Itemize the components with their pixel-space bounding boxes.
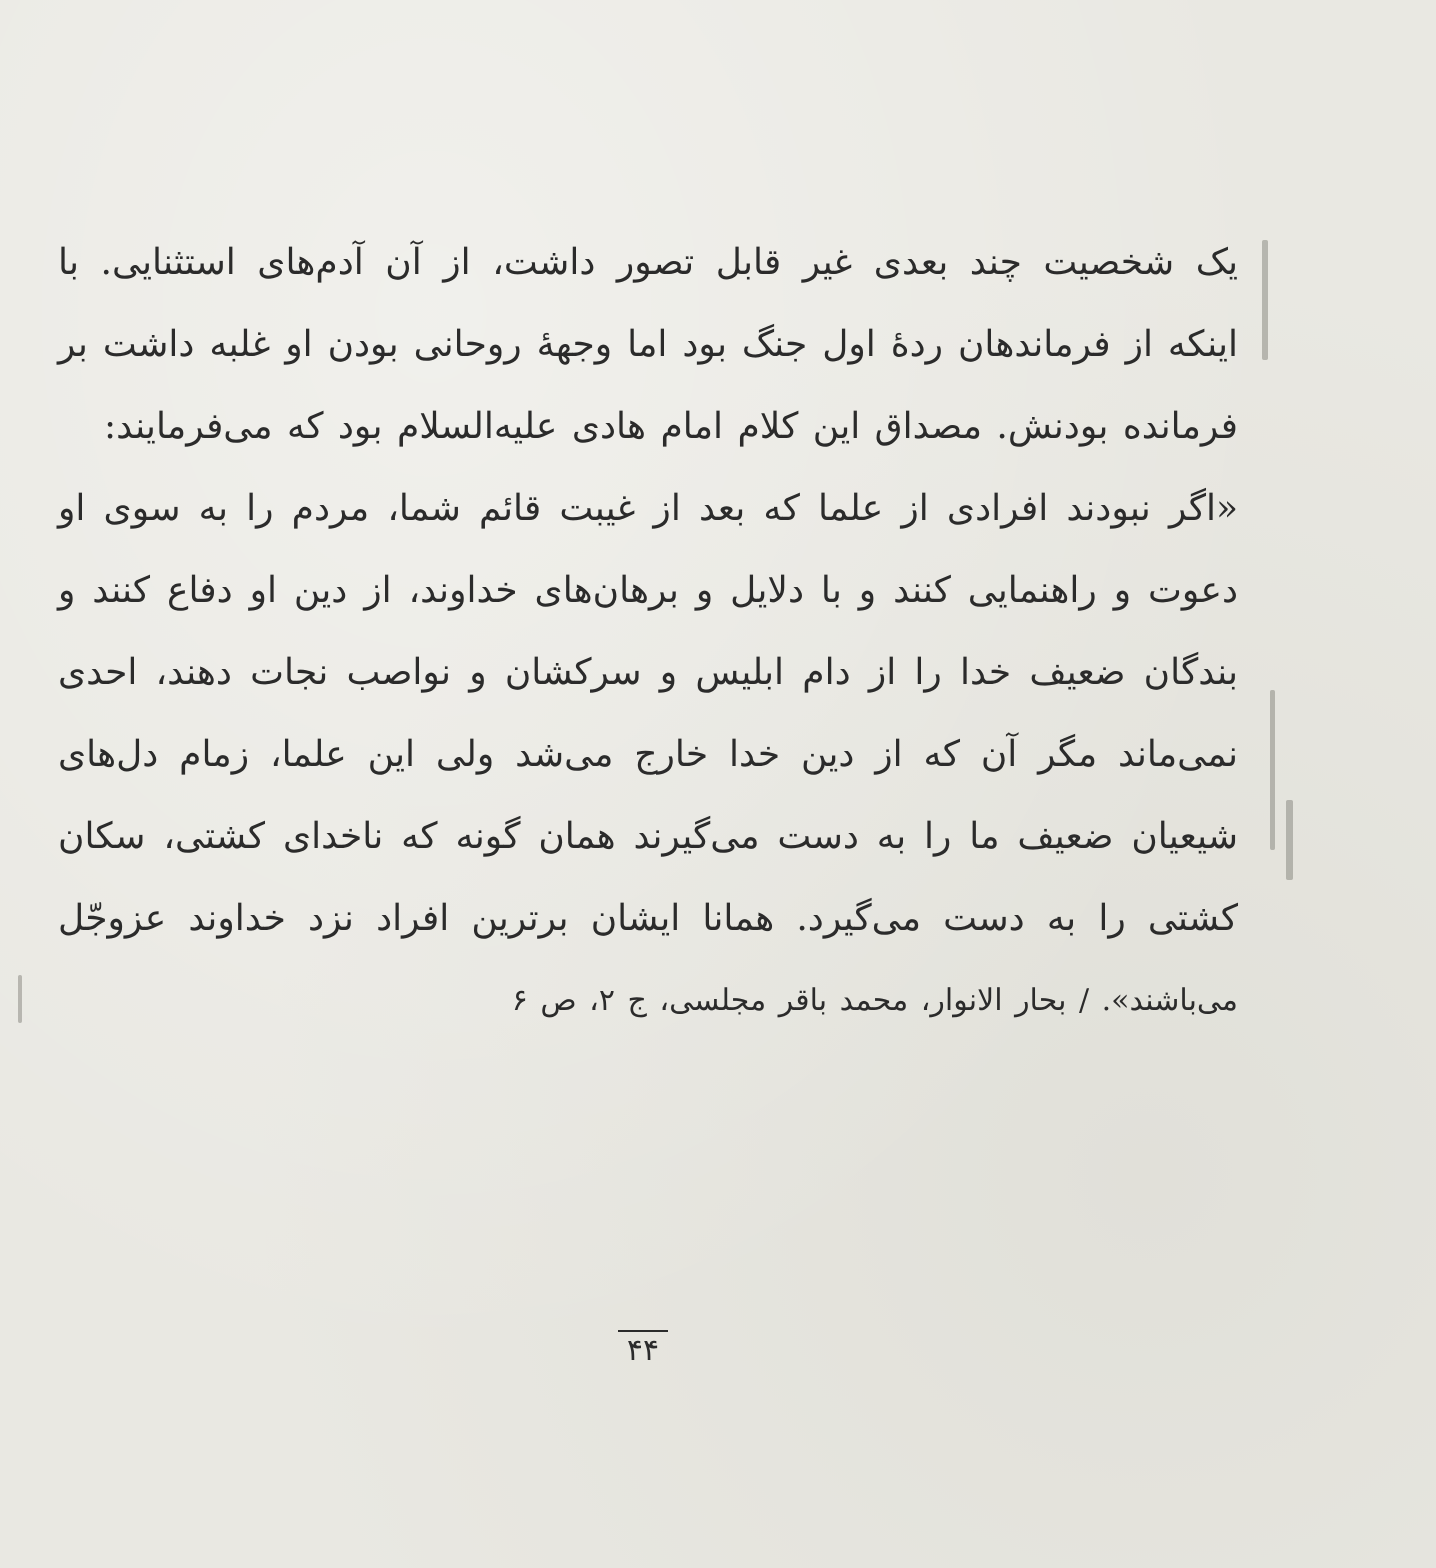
body-text (58, 222, 1238, 1042)
margin-mark (18, 975, 22, 1023)
quote-line: کشتی را به دست می‌گیرد. همانا ایشان برترین افراد نزد خداوند عزوجّل (58, 898, 1238, 939)
quote-line: شیعیان ضعیف ما را به دست می‌گیرند همان گونه که ناخدای کشتی، سکان (58, 816, 1238, 857)
page-number: ۴۴ (618, 1330, 668, 1368)
text-line: فرمانده بودنش. مصداق این کلام امام هادی علیه‌السلام بود که می‌فرمایند: (104, 406, 1238, 447)
text-line: اینکه از فرماندهان ردهٔ اول جنگ بود اما وجههٔ روحانی بودن او غلبه داشت بر (58, 324, 1238, 365)
binding-smudge (1270, 690, 1275, 850)
citation-line: می‌باشند». / بحار الانوار، محمد باقر مجلسی، ج ۲، ص ۶ (511, 983, 1238, 1018)
quote-line: نمی‌ماند مگر آن که از دین خدا خارج می‌شد ولی این علما، زمام دل‌های (58, 734, 1238, 775)
quote-line: «اگر نبودند افرادی از علما که بعد از غیبت قائم شما، مردم را به سوی او (58, 488, 1238, 529)
binding-smudge (1286, 800, 1293, 880)
binding-smudge (1262, 240, 1268, 360)
quote-line: دعوت و راهنمایی کنند و با دلایل و برهان‌های خداوند، از دین او دفاع کنند و (58, 570, 1238, 611)
text-line: یک شخصیت چند بعدی غیر قابل تصور داشت، از آن آدم‌های استثنایی. با (58, 242, 1238, 283)
quote-line: بندگان ضعیف خدا را از دام ابلیس و سرکشان و نواصب نجات دهند، احدی (58, 652, 1238, 693)
